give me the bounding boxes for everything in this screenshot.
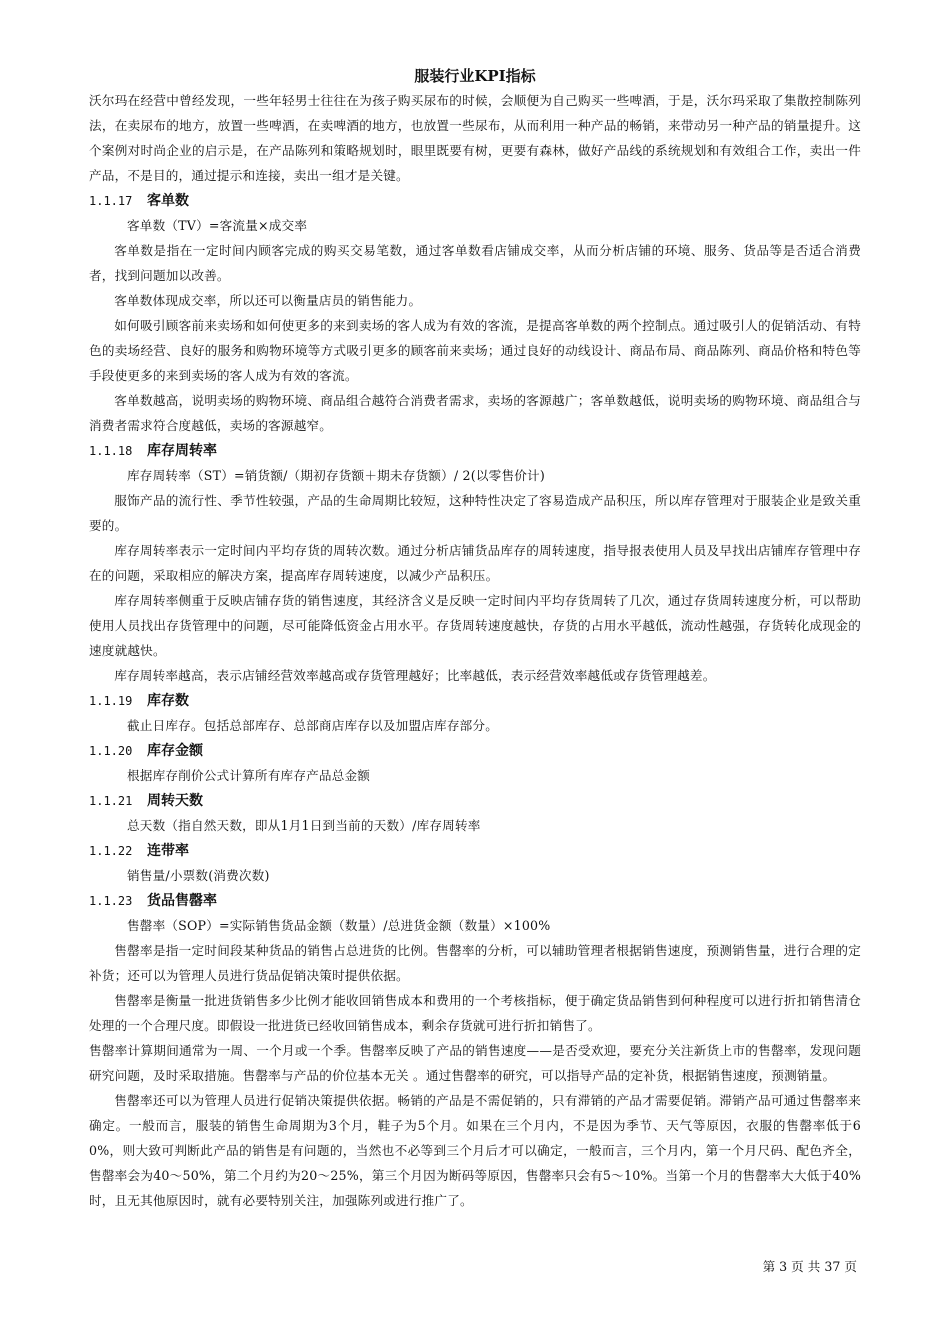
section-heading-zhouzhuantianshu [89,788,861,813]
body-paragraph: 客单数体现成交率，所以还可以衡量店员的销售能力。 [114,293,422,308]
section-number: 1.1.19 [89,694,133,708]
page-number: 第 3 页 共 37 页 [762,1259,857,1274]
section-heading-kucunzhouzhuanlv [89,438,861,463]
section-title: 库存金额 [147,743,203,759]
section-number: 1.1.18 [89,444,133,458]
body-paragraph: 销售量/小票数(消费次数) [127,868,270,883]
body-paragraph: 库存周转率表示一定时间内平均存货的周转次数。通过分析店铺货品库存的周转速度，指导报表使用人员及早找出店铺库存管理中存在的问题，采取相应的解决方案，提高库存周转速度，以减少产品积压。 [89,543,861,583]
formula-text: 售罄率（SOP）=实际销售货品金额（数量）/总进货金额（数量）×100% [127,918,551,933]
section-number: 1.1.21 [89,794,133,808]
body-paragraph: 客单数是指在一定时间内顾客完成的购买交易笔数，通过客单数看店铺成交率，从而分析店铺的环境、服务、货品等是否适合消费者，找到问题加以改善。 [89,243,861,283]
section-title: 货品售罄率 [147,893,217,909]
formula-text: 客单数（TV）=客流量×成交率 [127,218,308,233]
section-title: 库存数 [147,693,189,709]
document-page [89,64,861,1213]
body-paragraph: 售罄率还可以为管理人员进行促销决策提供依据。畅销的产品是不需促销的，只有滞销的产品才需要促销。滞销产品可通过售罄率来确定。一般而言，服装的销售生命周期为3个月，鞋子为5个月。如果在三个月内，不是因为季节、天气等原因，衣服的售罄率低于60%，则大致可判断此产品的销售是有问题的，当然也不必等到三个月后才可以确定，一般而言，三个月内，第一个月尺码、配色齐全，售罄率会为40～50%，第二个月约为20～25%，第三个月因为断码等原因，售罄率只会有5～10%。当第一个月的售罄率大大低于40%时，且无其他原因时，就有必要特别关注，加强陈列或进行推广了。 [89,1093,861,1208]
section-number: 1.1.17 [89,194,133,208]
body-paragraph: 售罄率是衡量一批进货销售多少比例才能收回销售成本和费用的一个考核指标，便于确定货品销售到何种程度可以进行折扣销售清仓处理的一个合理尺度。即假设一批进货已经收回销售成本，剩余存货就可进行折扣销售了。 [89,993,861,1033]
section-title: 周转天数 [147,793,203,809]
section-number: 1.1.20 [89,744,133,758]
body-paragraph: 如何吸引顾客前来卖场和如何使更多的来到卖场的客人成为有效的客流，是提高客单数的两个控制点。通过吸引人的促销活动、有特色的卖场经营、良好的服务和购物环境等方式吸引更多的顾客前来卖场；通过良好的动线设计、商品布局、商品陈列、商品价格和特色等手段使更多的来到卖场的客人成为有效的客流。 [89,318,861,383]
section-heading-shouqinglv [89,888,861,913]
body-paragraph: 截止日库存。包括总部库存、总部商店库存以及加盟店库存部分。 [127,718,499,733]
body-paragraph: 根据库存削价公式计算所有库存产品总金额 [127,768,371,783]
section-number: 1.1.23 [89,894,133,908]
section-heading-kedanshu [89,188,861,213]
section-title: 连带率 [147,843,189,859]
body-paragraph: 总天数（指自然天数，即从1月1日到当前的天数）/库存周转率 [127,818,481,833]
formula-text: 库存周转率（ST）=销货额/（期初存货额＋期未存货额）/ 2(以零售价计) [127,468,545,483]
section-heading-kucunshu [89,688,861,713]
body-paragraph: 客单数越高，说明卖场的购物环境、商品组合越符合消费者需求，卖场的客源越广；客单数越低，说明卖场的购物环境、商品组合与消费者需求符合度越低，卖场的客源越窄。 [89,393,861,433]
body-paragraph: 库存周转率越高，表示店铺经营效率越高或存货管理越好；比率越低，表示经营效率越低或存货管理越差。 [114,668,716,683]
body-paragraph: 服饰产品的流行性、季节性较强，产品的生命周期比较短，这种特性决定了容易造成产品积压，所以库存管理对于服装企业是致关重要的。 [89,493,861,533]
section-heading-kucunjine [89,738,861,763]
document-title: 服装行业KPI指标 [414,67,536,85]
intro-paragraph: 沃尔玛在经营中曾经发现，一些年轻男士往往在为孩子购买尿布的时候，会顺便为自己购买一些啤酒，于是，沃尔玛采取了集散控制陈列法，在卖尿布的地方，放置一些啤酒，在卖啤酒的地方，也放置一些尿布，从而利用一种产品的畅销，来带动另一种产品的销量提升。这个案例对时尚企业的启示是，在产品陈列和策略规划时，眼里既要有树，更要有森林，做好产品线的系统规划和有效组合工作，卖出一件产品，不是目的，通过提示和连接，卖出一组才是关键。 [89,93,861,183]
body-paragraph: 库存周转率侧重于反映店铺存货的销售速度，其经济含义是反映一定时间内平均存货周转了几次，通过存货周转速度分析，可以帮助使用人员找出存货管理中的问题，尽可能降低资金占用水平。存货周转速度越快，存货的占用水平越低，流动性越强，存货转化成现金的速度就越快。 [89,593,861,658]
section-number: 1.1.22 [89,844,133,858]
section-title: 客单数 [147,193,189,209]
body-paragraph: 售罄率是指一定时间段某种货品的销售占总进货的比例。售罄率的分析，可以辅助管理者根据销售速度，预测销售量，进行合理的定补货；还可以为管理人员进行货品促销决策时提供依据。 [89,943,861,983]
section-title: 库存周转率 [147,443,217,459]
body-paragraph: 售罄率计算期间通常为一周、一个月或一个季。售罄率反映了产品的销售速度——是否受欢迎，要充分关注新货上市的售罄率，发现问题研究问题，及时采取措施。售罄率与产品的价位基本无关 。通过售罄率的研究，可以指导产品的定补货，根据销售速度，预测销量。 [89,1043,861,1083]
section-heading-liandailv [89,838,861,863]
